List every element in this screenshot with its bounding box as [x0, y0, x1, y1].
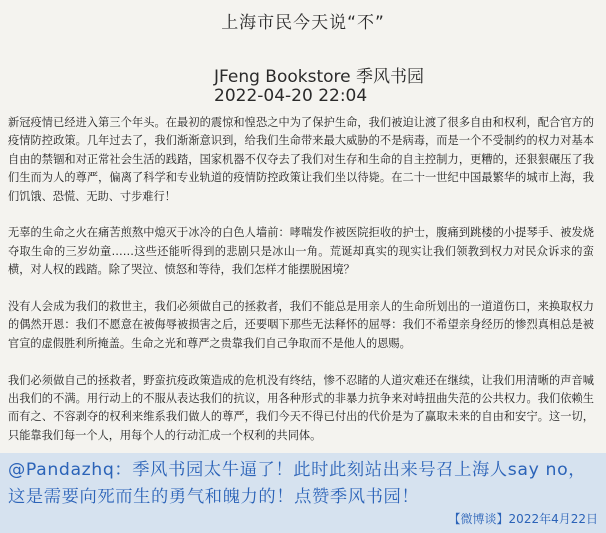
article-paragraph-2: 无辜的生命之火在痛苦煎熬中熄灭于冰冷的白色人墙前：哮喘发作被医院拒收的护士，腹痛到跳楼的小提琴手、被发烧夺取生命的三岁幼童……这些还能听得到的悲剧只是冰山一角。荒诞却真实的现实让我们领教到权力对民众诉求的蛮横，对人权的践踏。除了哭泣、愤怒和等待，我们怎样才能摆脱困境？ [8, 226, 594, 277]
article-title: 上海市民今天说“不” [221, 13, 385, 33]
article-paragraph-1: 新冠疫情已经进入第三个年头。在最初的震惊和惶恐之中为了保护生命，我们被迫让渡了很多自由和权利，配合官方的疫情防控政策。几年过去了，我们渐渐意识到，给我们生命带来最大威胁的不是病毒，而是一个不受制约的权力对基本自由的禁锢和对正常社会生活的践踏，国家机器不仅夺去了我们对生存和生命的自主控制力，更糟的，还狠狠碾压了我们生而为人的尊严，偏离了科学和专业轨道的疫情防控政策让我们坐以待毙。在二十一世纪中国最繁华的城市上海，我们饥饿、恐慌、无助、寸步难行！ [8, 116, 594, 203]
article-date: 2022-04-20 22:04 [214, 86, 368, 106]
weibo-comment-banner [0, 453, 606, 533]
comment-source: 【微博谈】2022年4月22日 [448, 512, 598, 526]
comment-text: @Pandazhq：季风书园太牛逼了！此时此刻站出来号召上海人say no，这是需要向死而生的勇气和魄力的！点赞季风书园！ [8, 460, 587, 507]
article-body [8, 114, 594, 464]
article-author: JFeng Bookstore 季风书园 [214, 67, 425, 87]
article-paragraph-4: 我们必须做自己的拯救者，野蛮抗疫政策造成的危机没有终结，惨不忍睹的人道灾难还在继续，让我们用清晰的声音喊出我们的不满。用行动上的不服从表达我们的抗议，用各种形式的非暴力抗争来对峙扭曲失范的公共权力。我们依赖生而有之、不容剥夺的权利来维系我们做人的尊严，我们今天不得已付出的代价是为了赢取未来的自由和安宁。这一切，只能靠我们每一个人，用每个人的行动汇成一个权利的共同体。 [8, 373, 594, 442]
article-paragraph-3: 没有人会成为我们的救世主，我们必须做自己的拯救者，我们不能总是用亲人的生命所划出的一道道伤口，来换取权力的偶然开恩：我们不愿意在被侮辱被损害之后，还要咽下那些无法释怀的屈辱：我们不希望亲身经历的惨烈真相总是被官宣的虚假胜利所掩盖。生命之光和尊严之贵靠我们自己争取而不是他人的恩赐。 [8, 300, 594, 350]
